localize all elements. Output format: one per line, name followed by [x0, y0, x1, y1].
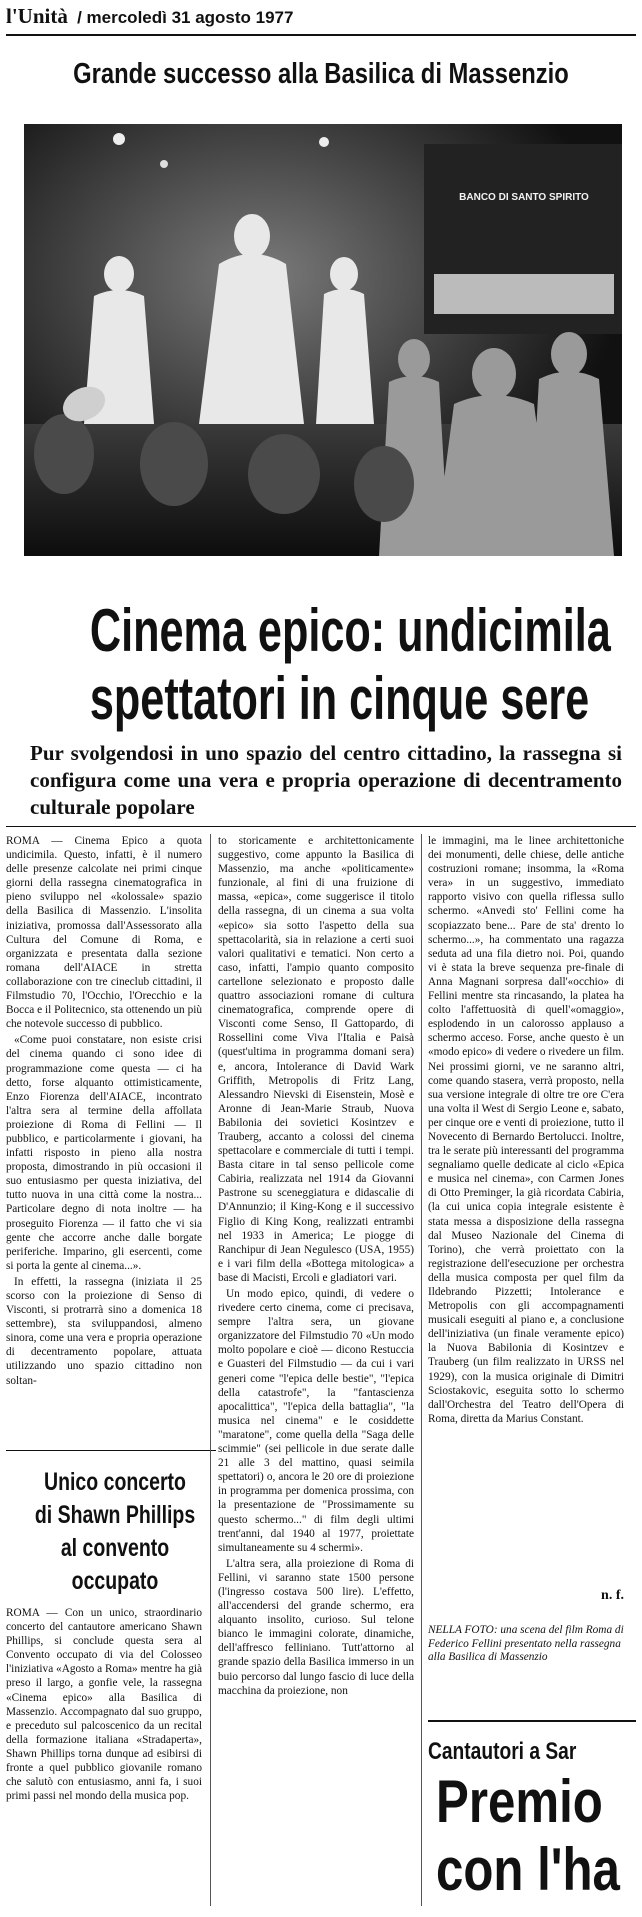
photo-sign-text: BANCO DI SANTO SPIRITO: [459, 192, 589, 203]
box-headline-line-1: Unico concerto: [44, 1468, 186, 1496]
issue-date: / mercoledì 31 agosto 1977: [77, 8, 294, 27]
deck-subheadline: Pur svolgendosi in uno spazio del centro cittadino, la rassegna si configura come una vera e propria operazione di decentramento culturale popolare: [30, 741, 622, 819]
column-divider-2: [421, 834, 422, 1906]
article-paragraph: le immagini, ma le linee architettoniche dei monumenti, delle chiese, delle antiche costruzioni romane; insomma, la «Roma vera» in un suggestivo, immediato rapporto visivo con quella riflessa sullo schermo. «Anvedi sto' Fellini come ha scopiazzato bene... Pare de sta' drento lo schermo...», ha commentato una ragazza seduta ad una fila dietro noi. Poi, quando vi è stata la breve sequenza pre-finale di Anna Magnani sorpresa dall'«occhio» di Fellini mentre sta rincasando, la platea ha colto l'affettuosità di quell'«omaggio», esplodendo in un calorosso applauso a schermo acceso. Forse, anche questo è un «modo epico» di vedere o rivedere un film. Nei prossimi giorni, ve ne saranno altri, come quando stasera, verrà proposto, nella sua versione integrale di oltre tre ore C'era una volta il West di Sergio Leone e, sabato, per cinque ore e venti di proiezione, tutto il Novecento di Bernardo Bertolucci. Inoltre, tra le serate più interessanti del programma segnaliamo quelle dedicate al ciclo «Epica e musica nel cinema», con Carmen Jones di Otto Preminger, la già ricordata Cabiria, (la cui unica copia integrale esistente è stata messa a disposizione della rassegna dal Museo Nazionale del Cinema di Torino), che verrà proiettato con la registrazione dell'esecuzione per orchestra della musica composta per quel film da Ildebrando Pizzetti; Intolerance e Metropolis con gli accompagnamenti musicali eseguiti al piano e, a conclusione dell'iniziativa (un finale veramente epico) la Nuova Babilonia di Kosintzev e Trauberg (un film realizzato in URSS nel 1929), con la musica originale di Dimitri Sciostakovic, eseguita sotto lo schermo dall'Orchestra del Teatro dell'Opera di Roma, diretta da Marius Constant.: [428, 835, 624, 1425]
deck-rule: [6, 826, 636, 827]
masthead: [6, 4, 636, 32]
headline-line-1: Cinema epico: undicimila: [89, 597, 611, 664]
article-paragraph: ROMA — Cinema Epico a quota undicimila. Questo, infatti, è il numero delle presenze calcolate nei primi cinque giorni della rassegna cinematografica in pieno sviluppo nel «kolossale» spazio della Basilica di Massenzio. L'insolita iniziativa, promossa dall'Assessorato alla Cultura del Comune di Roma, e organizzata e presentata dalla sezione romana dell'AIACE in stretta collaborazione con tre cineclub cittadini, il Filmstudio 70, l'Occhio, l'Orecchio e la Bocca e il Politecnico, sta ottenendo un più che notevole successo di pubblico.: [6, 835, 202, 1031]
article-paragraph: In effetti, la rassegna (iniziata il 25 scorso con la proiezione di Senso di Visconti, si protrarrà sino a domenica 18 settembre), sta sviluppandosi, almeno sinora, come una vera e propria operazione di decentramento popolare, attuata utilizzando uno spazio cittadino non soltan-: [6, 1275, 202, 1387]
box-paragraph: ROMA — Con un unico, straordinario concerto del cantautore americano Shawn Phillips, si conclude questa sera al Convento occupato di via del Colosseo l'iniziativa «Agosto a Roma» mentre ha già preso il largo, a gonfie vele, la rassegna «Cinema epico» alla Basilica di Massenzio. Accompagnato dal suo gruppo, e preceduto sul palcoscenico da un recital della formazione italiana «Stradaperta», Shawn Phillips torna dunque ad esibirsi di fronte a quel pubblico giovanile romano che salutò con entusiasmo, anni fa, i suoi primi passi nel mondo della musica pop.: [6, 1607, 202, 1803]
article-column-1: [6, 834, 202, 1442]
box-article-body: [6, 1606, 202, 1906]
newspaper-name: l'Unità: [6, 4, 68, 28]
box-headline-line-4: occupato: [71, 1567, 159, 1595]
article-paragraph: Un modo epico, quindi, di vedere o rivedere certo cinema, come ci precisava, sempre l'altra sera, un giovane organizzatore del Filmstudio 70 «Un modo molto popolare e cioè — dicono Restuccia e Guasteri del Filmstudio — da cui i vari generi come "l'epica delle bestie", "l'epica della catastrofe", la "fantascienza apocalittica", "l'epica della battaglia", "la musica nel cinema" e le cosiddette "maratone", come quella della "Saga delle scimmie" (sei pellicole in due serate dalle 21 alle 3 del mattino, quasi seimila spettatori) o, ancora le 20 ore di proiezione in programma per domenica prossima, con la presentazione de "Prossimamente su questo schermo..." di film degli ultimi trent'anni, dal 1940 al 1977, proiettate simultaneamente su 4 schermi».: [218, 1288, 414, 1554]
side-article-headline-1: Premio: [436, 1768, 603, 1835]
box-top-rule: [6, 1450, 216, 1451]
headline-line-2: spettatori in cinque sere: [89, 665, 590, 732]
article-paragraph: L'altra sera, alla proiezione di Roma di Fellini, vi saranno state 1500 persone (l'ingresso costava 500 lire). L'effetto, all'accendersi del grande schermo, era alquanto insolito, curioso. Sul telone bianco le immagini colorate, dinamiche, dell'affresco felliniano. Tutt'attorno al grande spazio della Basilica immerso in un buio percorso dal lungo fascio di luce della macchina da proiezione, non: [218, 1557, 414, 1697]
photo-illustration: [24, 124, 622, 556]
photo-caption: NELLA FOTO: una scena del film Roma di Federico Fellini presentato nella rassegna alla Basilica di Massenzio: [428, 1624, 624, 1663]
article-paragraph: «Come puoi constatare, non esiste crisi del cinema quando ci sono idee di programmazione come questa — ci ha detto, forse alquanto ottimisticamente, Enzo Fiorenza dell'AIACE, incontrato l'altra sera al termine della affollata proiezione di Roma di Fellini — Il pubblico, e particolarmente i giovani, ha infatti risposto in pieno alla nostra proposta, dimostrando in più occasioni il suo entusiasmo per questa iniziativa, del tutto nuova in una città come la nostra... Particolare degno di nota inoltre — ha proseguito Fiorenza — il fatto che vi sia gente che accorre anche dalle borgate periferiche. Imparino, gli esercenti, come si porta la gente al cinema...».: [6, 1034, 202, 1272]
kicker-headline: Grande successo alla Basilica di Massenzio: [73, 58, 569, 90]
column-divider-1: [210, 834, 211, 1906]
article-photo: [24, 124, 622, 556]
side-article-kicker: Cantautori a Sar: [428, 1738, 577, 1765]
article-paragraph: to storicamente e architettonicamente suggestivo, come appunto la Basilica di Massenzio, ma anche «politicamente» funzionale, al fini di una fruizione di massa, «epica», come suggerisce il titolo della rassegna, di un cinema a sua volta «epico» sia sotto l'aspetto della sua spettacolarità, sia in relazione a certi suoi valori qualitativi e tematici. Non certo a caso, infatti, l'ampio quanto composito cartellone selezionato e proposto dalle quattro associazioni romane di cultura cinematografica, comprende opere di Visconti come Senso, Il Gattopardo, di Rossellini come Viva l'Italia e Paisà (quest'ultima in programma domani sera) e, ancora, Intolerance di David Wark Griffith, Metropolis di Fritz Lang, Alessandro Nievski di Eisenstein, Mosè e Aronne di Jean-Marie Straub, Nuova Babilonia dei sovietici Kosintzev e Trauberg, accanto a colossi del cinema spettacolare e commerciale di tutti i tempi. Basta citare in tal senso pellicole come Cabiria, realizzata nel 1914 da Giovanni Pastrone su sceneggiatura e didascalie di D'Annunzio; il King-Kong e il successivo Figlio di King Kong, realizzati entrambi nel 1933 in America; Le piogge di Ranchipur di Jean Negulesco (USA, 1955) e i vari film della «Bottega mitologica» a base di Macisti, Ercoli e gladiatori vari.: [218, 835, 414, 1284]
article-column-2: [218, 834, 414, 1909]
article-column-3: [428, 834, 624, 1584]
box-headline-line-3: al convento: [60, 1534, 170, 1562]
side-article-headline-2: con l'ha: [436, 1836, 620, 1903]
article-signature: n. f.: [601, 1588, 624, 1603]
box-headline-line-2: di Shawn Phillips: [34, 1501, 196, 1529]
masthead-rule: [6, 34, 636, 36]
side-rule: [428, 1720, 636, 1722]
